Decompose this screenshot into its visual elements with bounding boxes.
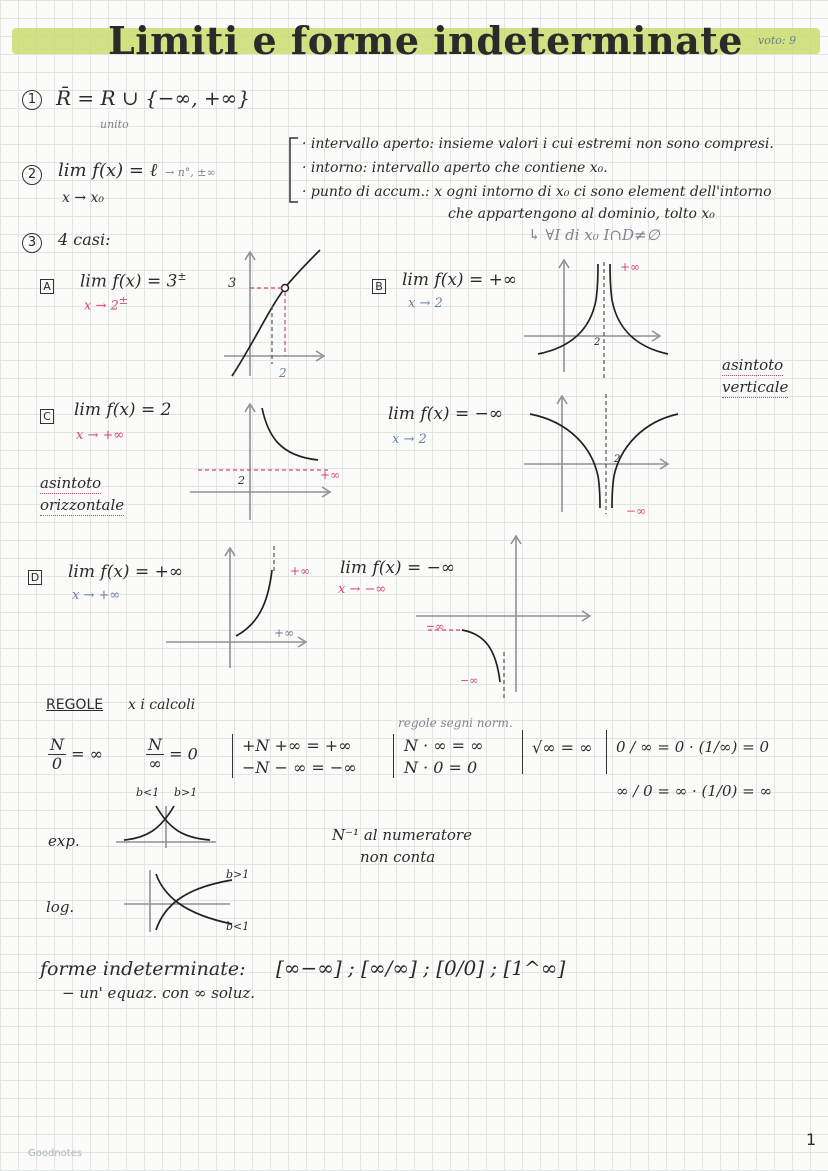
case-c-note-1: asintoto	[40, 474, 102, 492]
definition-open-interval: · intervallo aperto: insieme valori i cui estremi non sono compresi.	[302, 136, 774, 152]
rules-title: REGOLE	[46, 697, 104, 713]
indeterminate-forms-label: forme indeterminate:	[40, 958, 246, 980]
case-b-limit: lim f(x) = +∞	[402, 270, 517, 290]
log-b-greater-1: b>1	[226, 868, 250, 881]
case-d-limit: lim f(x) = +∞	[68, 562, 183, 582]
case-d2-limit: lim f(x) = −∞	[340, 558, 455, 578]
case-c-subscript: x → +∞	[76, 428, 125, 443]
case-a-y-label: 3	[228, 276, 237, 291]
case-b-note-1: asintoto	[722, 356, 784, 374]
section-3-number: 3	[22, 231, 42, 253]
case-c-graph	[188, 396, 341, 526]
case-c2-graph	[520, 388, 680, 518]
case-b-top-label: +∞	[620, 260, 641, 274]
case-d-top-label: +∞	[290, 564, 311, 578]
case-b-graph	[518, 252, 668, 382]
definition-neighbourhood: · intorno: intervallo aperto che contiene x₀.	[302, 160, 608, 176]
case-a-graph	[210, 246, 330, 386]
case-d2-graph	[412, 532, 602, 702]
extended-reals-formula: R̄ = R ∪ {−∞, +∞}	[56, 86, 251, 110]
definition-continuation: che appartengono al dominio, tolto x₀	[448, 206, 715, 222]
case-c2-bottom-label: −∞	[626, 504, 647, 518]
case-c2-subscript: x → 2	[392, 432, 427, 447]
case-a-limit: lim f(x) = 3±	[80, 270, 187, 292]
definition-accumulation-point: · punto di accum.: x ogni intorno di x₀ ci sono element dell'intorno	[302, 184, 772, 200]
log-b-less-1: b<1	[226, 920, 250, 933]
union-note: unito	[100, 118, 129, 131]
rules-title-note: x i calcoli	[128, 697, 196, 713]
rule-n-over-zero: $\frac{N}{0}$ = ∞	[50, 735, 103, 773]
rules-divider-1	[232, 734, 233, 778]
rule-sum-positive: +N +∞ = +∞	[242, 736, 352, 755]
case-b-x-label: 2	[594, 337, 601, 348]
rule-infinity-over-zero: ∞ / 0 = ∞ · (1/0) = ∞	[616, 782, 772, 800]
rule-root-infinity: √∞ = ∞	[532, 738, 593, 757]
limit-subscript: x → x₀	[62, 190, 105, 206]
case-c-letter: C	[40, 405, 54, 424]
case-c2-limit: lim f(x) = −∞	[388, 404, 503, 424]
page-number: 1	[806, 1130, 817, 1149]
rules-divider-2	[393, 734, 394, 778]
limit-value-note: → n°, ±∞	[165, 166, 216, 179]
case-b-subscript: x → 2	[408, 296, 443, 311]
rule-zero-over-infinity: 0 / ∞ = 0 · (1/∞) = 0	[616, 738, 770, 756]
definition-condition: ↳ ∀I di x₀ I∩D≠∅	[528, 226, 660, 244]
rules-divider-3	[522, 730, 523, 774]
case-d-x-label: +∞	[274, 626, 295, 640]
numerator-note-2: non conta	[360, 848, 436, 866]
case-d2-left-label: −∞	[426, 620, 445, 633]
case-d2-bottom-label: −∞	[460, 674, 479, 687]
numerator-note: N⁻¹ al numeratore	[332, 826, 472, 844]
section-1-number: 1	[22, 88, 42, 110]
case-d-subscript: x → +∞	[72, 588, 121, 603]
case-b-note-2: verticale	[722, 378, 789, 396]
section-2-number: 2	[22, 163, 42, 185]
log-graph	[120, 866, 240, 936]
case-c2-x-label: 2	[614, 454, 621, 465]
page-title: Limiti e forme indeterminate	[108, 18, 743, 63]
case-d-letter: D	[28, 566, 42, 585]
case-d2-subscript: x → −∞	[338, 582, 387, 597]
case-c-y-label: 2	[238, 474, 245, 487]
rule-product-zero: N · 0 = 0	[404, 758, 478, 777]
case-c-note-2: orizzontale	[40, 496, 125, 514]
limit-definition: lim f(x) = ℓ	[58, 160, 158, 181]
indeterminate-forms-note: − un' equaz. con ∞ soluz.	[62, 984, 256, 1002]
sign-rules-label: regole segni norm.	[398, 716, 513, 730]
rule-n-over-infinity: N ∞ = 0	[148, 735, 198, 773]
definitions-bracket	[288, 136, 300, 206]
exp-b-greater-1: b>1	[174, 786, 198, 799]
rule-sum-negative: −N − ∞ = −∞	[242, 758, 357, 777]
app-watermark: Goodnotes	[28, 1148, 83, 1159]
grade-note: voto: 9	[758, 34, 797, 47]
indeterminate-forms-list: [∞−∞] ; [∞/∞] ; [0/0] ; [1^∞]	[276, 956, 566, 980]
case-a-subscript: x → 2±	[84, 294, 128, 314]
four-cases-label: 4 casi:	[58, 230, 111, 249]
exp-graph	[112, 800, 222, 850]
rule-product-infinity: N · ∞ = ∞	[404, 736, 484, 755]
case-c-x-label: +∞	[320, 468, 341, 482]
log-label: log.	[46, 898, 75, 916]
exp-label: exp.	[48, 832, 80, 850]
rules-divider-4	[606, 730, 607, 774]
case-a-x-label: 2	[279, 366, 287, 380]
case-b-letter: B	[372, 275, 386, 294]
case-c-limit: lim f(x) = 2	[74, 400, 172, 420]
case-a-letter: A	[40, 275, 54, 294]
exp-b-less-1: b<1	[136, 786, 160, 799]
